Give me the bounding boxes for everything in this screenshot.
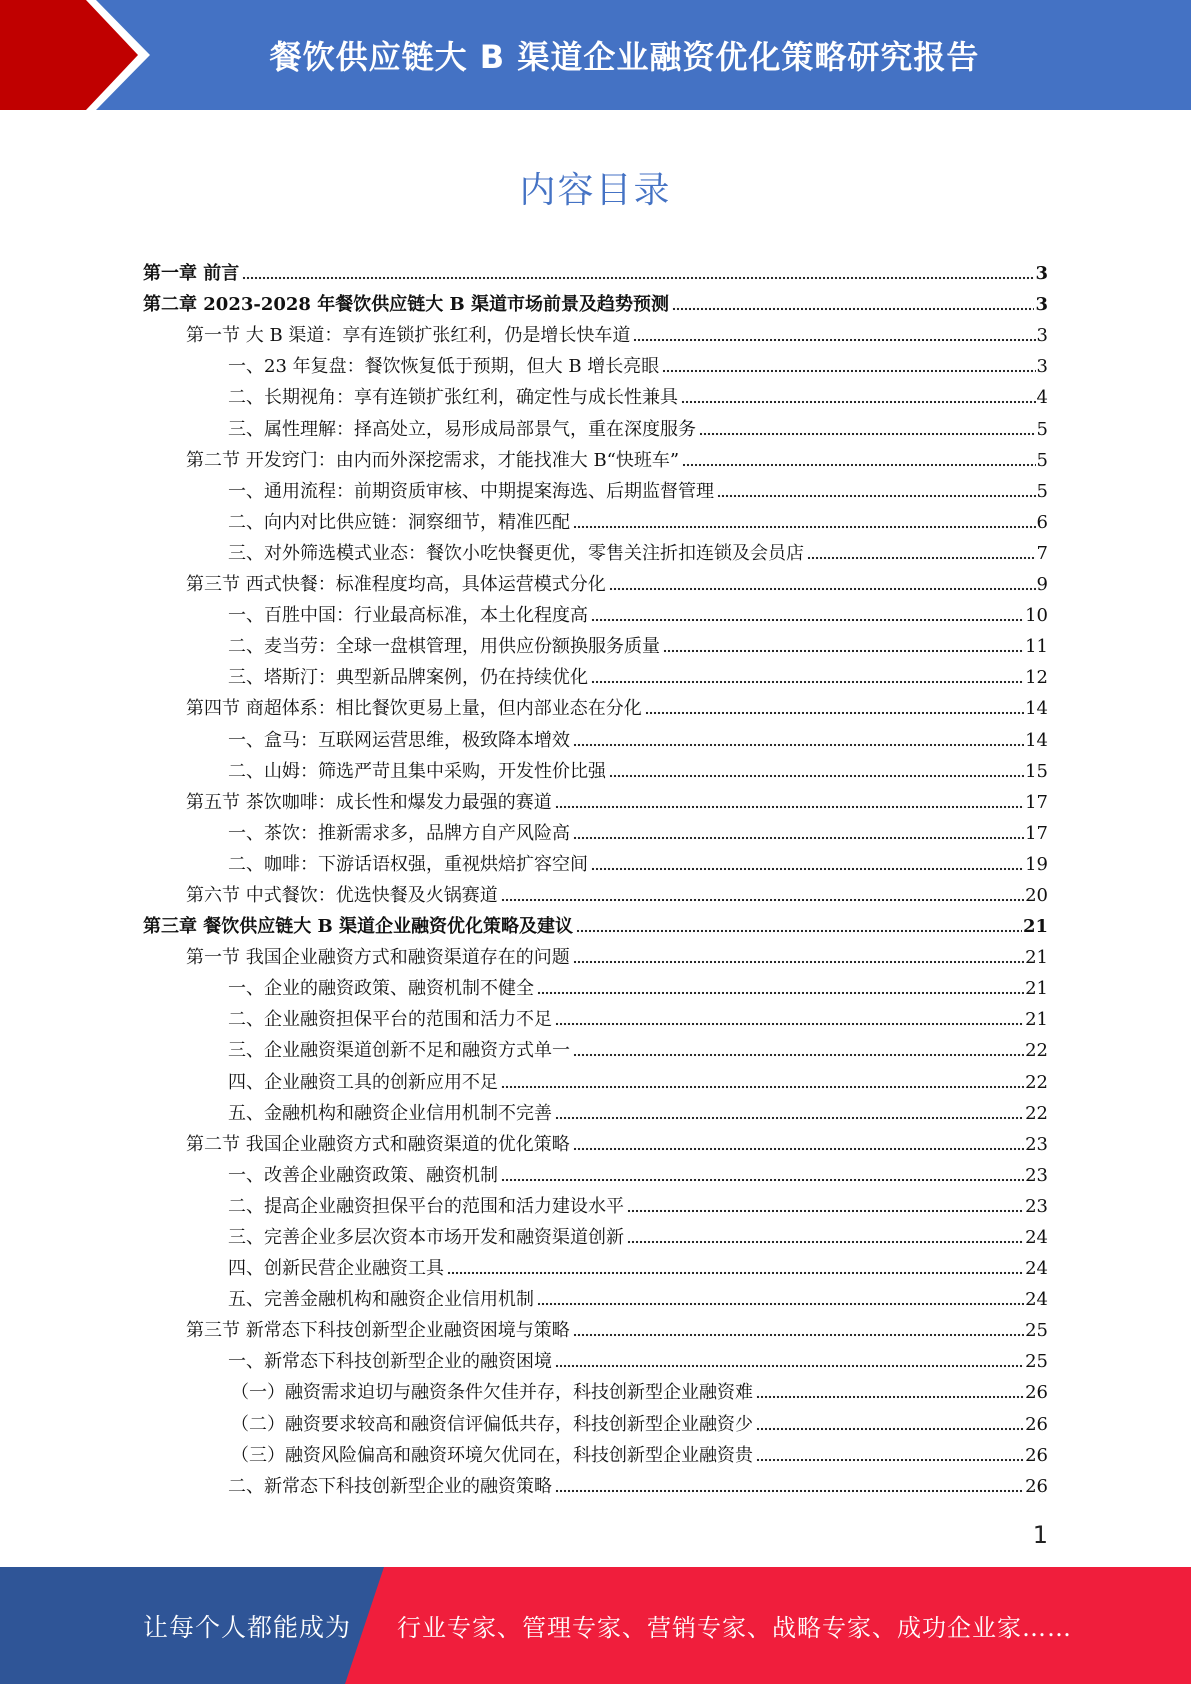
footer-slogan-right: 行业专家、管理专家、营销专家、战略专家、成功企业家…… — [397, 1614, 1072, 1642]
toc-entry-page: 20 — [1025, 884, 1048, 906]
toc-dot-leader — [591, 680, 1024, 684]
toc-heading: 内容目录 — [519, 170, 672, 211]
toc-entry-page: 14 — [1025, 729, 1048, 751]
toc-dot-leader — [663, 649, 1024, 653]
toc-entry-title: （一）融资需求迫切与融资条件欠佳并存，科技创新型企业融资难 — [231, 1382, 753, 1404]
toc-entry[interactable] — [143, 1404, 1048, 1435]
toc-entry-title: 三、对外筛选模式业态：餐饮小吃快餐更优，零售关注折扣连锁及会员店 — [228, 542, 804, 564]
toc-entry[interactable] — [143, 285, 1048, 316]
toc-dot-leader — [555, 805, 1024, 809]
toc-dot-leader — [555, 1489, 1024, 1493]
toc-dot-leader — [573, 525, 1036, 529]
toc-entry[interactable] — [143, 347, 1048, 378]
toc-entry-title: 一、通用流程：前期资质审核、中期提案海选、后期监督管理 — [228, 480, 714, 502]
toc-entry[interactable] — [143, 627, 1048, 658]
report-title: 餐饮供应链大 B 渠道企业融资优化策略研究报告 — [269, 38, 980, 76]
toc-dot-leader — [682, 463, 1035, 467]
toc-entry-title: 一、改善企业融资政策、融资机制 — [228, 1164, 498, 1186]
toc-entry[interactable] — [143, 1249, 1048, 1280]
toc-entry-title: （三）融资风险偏高和融资环境欠优同在，科技创新型企业融资贵 — [231, 1444, 753, 1466]
toc-entry[interactable] — [143, 814, 1048, 845]
toc-entry[interactable] — [143, 938, 1048, 969]
toc-entry[interactable] — [143, 534, 1048, 565]
toc-entry[interactable] — [143, 254, 1048, 285]
toc-dot-leader — [756, 1458, 1024, 1462]
toc-entry[interactable] — [143, 783, 1048, 814]
toc-entry-title: 三、属性理解：择高处立，易形成局部景气，重在深度服务 — [228, 418, 696, 440]
toc-dot-leader — [573, 836, 1024, 840]
toc-dot-leader — [576, 929, 1022, 933]
toc-entry[interactable] — [143, 565, 1048, 596]
toc-entry-title: 五、完善金融机构和融资企业信用机制 — [228, 1289, 534, 1311]
toc-entry-title: 二、新常态下科技创新型企业的融资策略 — [228, 1475, 552, 1497]
toc-entry-page: 4 — [1036, 387, 1048, 409]
toc-dot-leader — [627, 1240, 1024, 1244]
chevron-arrow-decoration — [0, 0, 150, 110]
toc-entry-title: 三、完善企业多层次资本市场开发和融资渠道创新 — [228, 1227, 624, 1248]
toc-entry-title: 二、提高企业融资担保平台的范围和活力建设水平 — [228, 1195, 624, 1217]
toc-entry[interactable] — [143, 969, 1048, 1000]
toc-dot-leader — [681, 400, 1036, 404]
toc-dot-leader — [672, 307, 1035, 311]
toc-entry[interactable] — [143, 409, 1048, 440]
toc-dot-leader — [591, 618, 1024, 622]
toc-entry[interactable] — [143, 472, 1048, 503]
toc-entry-page: 9 — [1036, 574, 1048, 596]
toc-dot-leader — [537, 1302, 1024, 1306]
toc-entry-page: 19 — [1025, 853, 1048, 875]
toc-entry-page: 3 — [1035, 263, 1048, 285]
toc-entry-title: 一、百胜中国：行业最高标准，本土化程度高 — [228, 605, 588, 627]
toc-entry-page: 23 — [1025, 1133, 1048, 1155]
toc-entry-title: 一、新常态下科技创新型企业的融资困境 — [228, 1351, 552, 1373]
toc-entry-page: 15 — [1025, 760, 1048, 782]
toc-entry[interactable] — [143, 441, 1048, 472]
toc-entry-page: 14 — [1025, 698, 1048, 720]
toc-entry[interactable] — [143, 1218, 1048, 1249]
toc-dot-leader — [555, 1116, 1024, 1120]
toc-entry-page: 3 — [1035, 294, 1048, 316]
toc-entry-title: 第二章 2023-2028 年餐饮供应链大 B 渠道市场前景及趋势预测 — [143, 294, 669, 316]
toc-entry-title: 二、麦当劳：全球一盘棋管理，用供应份额换服务质量 — [228, 636, 660, 658]
toc-entry-page: 5 — [1036, 418, 1048, 440]
toc-entry-title: 五、金融机构和融资企业信用机制不完善 — [228, 1102, 552, 1124]
toc-entry-page: 17 — [1025, 791, 1048, 813]
toc-entry-page: 26 — [1025, 1382, 1048, 1404]
toc-entry-title: 第一节 我国企业融资方式和融资渠道存在的问题 — [186, 947, 570, 969]
toc-entry-title: 第三章 餐饮供应链大 B 渠道企业融资优化策略及建议 — [143, 916, 574, 938]
toc-dot-leader — [717, 494, 1036, 498]
toc-entry-page: 6 — [1036, 511, 1048, 533]
toc-entry-page: 26 — [1025, 1444, 1048, 1466]
toc-dot-leader — [609, 587, 1036, 591]
toc-entry[interactable] — [143, 689, 1048, 720]
toc-entry-page: 25 — [1025, 1351, 1048, 1373]
toc-entry-title: 第二节 我国企业融资方式和融资渠道的优化策略 — [186, 1133, 570, 1155]
toc-dot-leader — [573, 1053, 1024, 1057]
toc-entry[interactable] — [143, 1311, 1048, 1342]
toc-entry[interactable] — [143, 316, 1048, 347]
toc-dot-leader — [501, 898, 1024, 902]
toc-entry-title: 四、创新民营企业融资工具 — [228, 1258, 444, 1280]
toc-entry[interactable] — [143, 845, 1048, 876]
toc-entry-title: 一、企业的融资政策、融资机制不健全 — [228, 978, 534, 1000]
toc-entry-title: 第四节 商超体系：相比餐饮更易上量，但内部业态在分化 — [186, 698, 642, 720]
toc-entry-title: 第一章 前言 — [143, 263, 240, 285]
toc-entry-title: 四、企业融资工具的创新应用不足 — [228, 1071, 498, 1093]
toc-dot-leader — [609, 774, 1024, 778]
toc-dot-leader — [447, 1271, 1024, 1275]
toc-entry-title: 第六节 中式餐饮：优选快餐及火锅赛道 — [186, 884, 498, 906]
toc-entry[interactable] — [143, 1094, 1048, 1125]
toc-entry[interactable] — [143, 1031, 1048, 1062]
toc-dot-leader — [537, 991, 1024, 995]
toc-entry-title: 一、茶饮：推新需求多，品牌方自产风险高 — [228, 822, 570, 844]
toc-entry[interactable] — [143, 1342, 1048, 1373]
toc-dot-leader — [662, 369, 1035, 373]
toc-entry-page: 3 — [1036, 325, 1048, 347]
footer-slogan-left: 让每个人都能成为 — [143, 1612, 352, 1642]
toc-entry[interactable] — [143, 378, 1048, 409]
toc-entry[interactable] — [143, 1373, 1048, 1404]
toc-dot-leader — [633, 338, 1035, 342]
toc-entry-page: 12 — [1025, 667, 1048, 689]
toc-entry[interactable] — [143, 1436, 1048, 1467]
toc-dot-leader — [573, 743, 1024, 747]
toc-entry-title: 三、企业融资渠道创新不足和融资方式单一 — [228, 1040, 570, 1062]
toc-entry[interactable] — [143, 720, 1048, 751]
toc-entry-page: 21 — [1025, 947, 1048, 969]
toc-entry-page: 23 — [1025, 1195, 1048, 1217]
toc-entry-title: 第二节 开发窍门：由内而外深挖需求，才能找准大 B“快班车” — [186, 449, 680, 471]
toc-entry-title: 第三节 西式快餐：标准程度均高，具体运营模式分化 — [186, 574, 606, 596]
toc-entry-page: 24 — [1025, 1258, 1048, 1280]
toc-entry-title: 第五节 茶饮咖啡：成长性和爆发力最强的赛道 — [186, 791, 552, 813]
toc-dot-leader — [555, 1022, 1024, 1026]
toc-entry-title: 一、盒马：互联网运营思维，极致降本增效 — [228, 729, 570, 751]
toc-entry-title: 二、向内对比供应链：洞察细节，精准匹配 — [228, 511, 570, 533]
toc-dot-leader — [627, 1209, 1024, 1213]
toc-entry-title: 二、企业融资担保平台的范围和活力不足 — [228, 1009, 552, 1031]
toc-entry-page: 24 — [1025, 1227, 1048, 1248]
toc-entry-page: 24 — [1025, 1289, 1048, 1311]
toc-dot-leader — [242, 276, 1034, 280]
toc-entry[interactable] — [143, 1187, 1048, 1218]
toc-entry[interactable] — [143, 658, 1048, 689]
toc-entry[interactable] — [143, 1000, 1048, 1031]
toc-entry-page: 21 — [1022, 916, 1048, 938]
toc-entry-page: 23 — [1025, 1164, 1048, 1186]
toc-entry-page: 25 — [1025, 1320, 1048, 1342]
toc-entry-page: 7 — [1036, 542, 1048, 564]
toc-entry-page: 26 — [1025, 1413, 1048, 1435]
table-of-contents — [143, 254, 1048, 1498]
toc-dot-leader — [573, 1333, 1024, 1337]
toc-dot-leader — [591, 867, 1024, 871]
toc-entry-title: 一、23 年复盘：餐饮恢复低于预期，但大 B 增长亮眼 — [228, 356, 660, 378]
toc-entry[interactable] — [143, 1156, 1048, 1187]
toc-entry[interactable] — [143, 596, 1048, 627]
header-banner — [0, 0, 1191, 110]
toc-entry-page: 26 — [1025, 1475, 1048, 1497]
page-number: 1 — [1032, 1521, 1048, 1549]
toc-dot-leader — [807, 556, 1036, 560]
toc-entry-page: 5 — [1036, 480, 1048, 502]
toc-entry-page: 21 — [1025, 1009, 1048, 1031]
toc-entry[interactable] — [143, 503, 1048, 534]
toc-dot-leader — [756, 1427, 1024, 1431]
toc-dot-leader — [555, 1364, 1024, 1368]
toc-entry-title: （二）融资要求较高和融资信评偏低共存，科技创新型企业融资少 — [231, 1413, 753, 1435]
toc-entry-title: 二、长期视角：享有连锁扩张红利，确定性与成长性兼具 — [228, 387, 678, 409]
toc-entry-title: 二、咖啡：下游话语权强，重视烘焙扩容空间 — [228, 853, 588, 875]
toc-entry[interactable] — [143, 1467, 1048, 1498]
toc-entry-page: 21 — [1025, 978, 1048, 1000]
toc-entry[interactable] — [143, 1062, 1048, 1093]
toc-entry-page: 5 — [1036, 449, 1048, 471]
toc-dot-leader — [756, 1395, 1024, 1399]
toc-dot-leader — [501, 1085, 1024, 1089]
toc-entry[interactable] — [143, 1280, 1048, 1311]
toc-entry-title: 第三节 新常态下科技创新型企业融资困境与策略 — [186, 1320, 570, 1342]
toc-entry-page: 17 — [1025, 822, 1048, 844]
toc-entry[interactable] — [143, 907, 1048, 938]
toc-entry[interactable] — [143, 752, 1048, 783]
toc-entry-page: 22 — [1025, 1102, 1048, 1124]
toc-entry-page: 3 — [1036, 356, 1048, 378]
toc-entry-title: 三、塔斯汀：典型新品牌案例，仍在持续优化 — [228, 667, 588, 689]
toc-dot-leader — [573, 1147, 1024, 1151]
toc-entry[interactable] — [143, 1125, 1048, 1156]
toc-entry-page: 22 — [1025, 1071, 1048, 1093]
toc-entry-page: 10 — [1025, 605, 1048, 627]
toc-entry[interactable] — [143, 876, 1048, 907]
toc-dot-leader — [573, 960, 1024, 964]
footer-banner — [0, 1567, 1191, 1684]
toc-dot-leader — [645, 711, 1024, 715]
toc-entry-title: 二、山姆：筛选严苛且集中采购，开发性价比强 — [228, 760, 606, 782]
toc-entry-title: 第一节 大 B 渠道：享有连锁扩张红利，仍是增长快车道 — [186, 325, 631, 347]
toc-entry-page: 22 — [1025, 1040, 1048, 1062]
toc-dot-leader — [501, 1178, 1024, 1182]
toc-entry-page: 11 — [1025, 636, 1048, 658]
toc-dot-leader — [699, 432, 1036, 436]
